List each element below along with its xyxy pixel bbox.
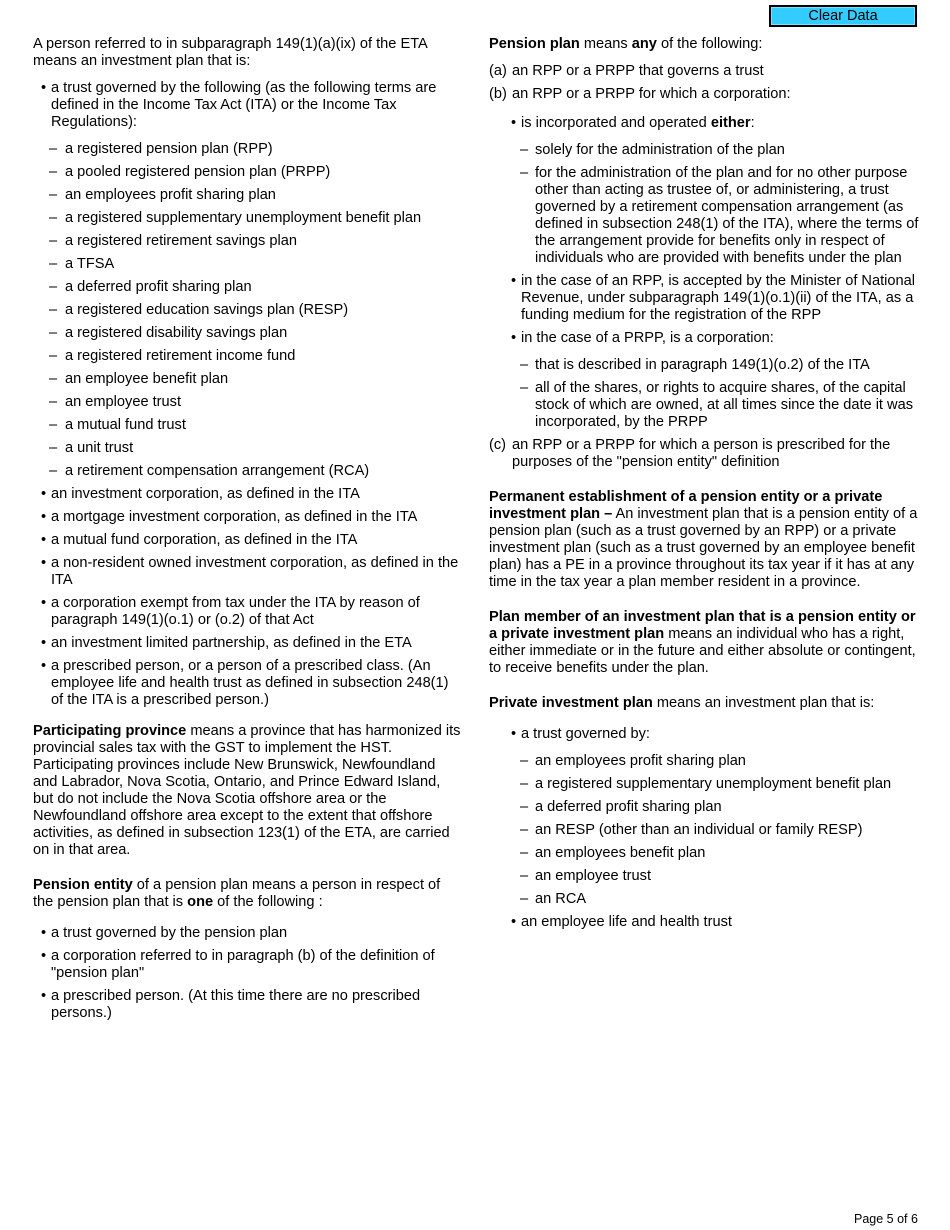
pension-entity-definition: Pension entity of a pension plan means a person in respect of the pension plan that is one of the following :	[33, 877, 441, 910]
list-item: – a registered retirement income fund	[33, 348, 463, 365]
list-item: – a registered education savings plan (RESP)	[33, 302, 463, 319]
list-item: • a prescribed person, or a person of a prescribed class. (An employee life and health trust as defined in subsection 248(1) of the ITA is a prescribed person.)	[33, 658, 463, 709]
other-items-list	[33, 486, 463, 709]
list-item: – an employee benefit plan	[33, 371, 463, 388]
list-item: – all of the shares, or rights to acquire shares, of the capital stock of which are owned, at all times since the date it was incorporated, by the PRPP	[489, 380, 921, 431]
list-item: – an employee trust	[489, 868, 921, 885]
list-item: – a TFSA	[33, 256, 463, 273]
list-item: – an employees profit sharing plan	[33, 187, 463, 204]
participating-province-definition: Participating province means a province that has harmonized its provincial sales tax with the GST to implement the HST. Participating provinces include New Brunswick, Newfoundland and Labrador, Nova Scotia, Ontario, and Prince Edward Island, but do not include the Nova Scotia offshore area or the Newfoundland offshore area except to the extent that offshore activities, as defined in subsection 123(1) of the ETA, are carried on in that area.	[33, 723, 461, 858]
list-item: • an employee life and health trust	[489, 914, 921, 931]
definition-term: Participating province	[33, 723, 187, 739]
list-item: • a trust governed by the pension plan	[33, 925, 463, 942]
list-item: • a mutual fund corporation, as defined in the ITA	[33, 532, 463, 549]
list-item: – a registered supplementary unemployment benefit plan	[33, 210, 463, 227]
list-item: • an investment limited partnership, as defined in the ETA	[33, 635, 463, 652]
page-number: Page 5 of 6	[854, 1212, 918, 1226]
list-item: – for the administration of the plan and for no other purpose other than acting as trustee of, or administering, a trust governed by a retirement compensation arrangement (as defined in subsection 248(1) of the ITA), where the terms of the arrangement provide for benefits only in respect of individuals who are provided with benefits under the plan	[489, 165, 921, 267]
list-item: – a registered supplementary unemployment benefit plan	[489, 776, 921, 793]
definition-term: Pension plan	[489, 36, 580, 52]
list-item: – a retirement compensation arrangement (RCA)	[33, 463, 463, 480]
pension-plan-definition: Pension plan means any of the following:	[489, 36, 763, 52]
private-investment-plan-definition: Private investment plan means an investment plan that is:	[489, 695, 875, 711]
list-item: – a registered retirement savings plan	[33, 233, 463, 250]
list-item: – an employee trust	[33, 394, 463, 411]
list-item: – that is described in paragraph 149(1)(o.2) of the ITA	[489, 357, 921, 374]
list-item: • a trust governed by:	[489, 726, 921, 743]
list-item: – an RESP (other than an individual or family RESP)	[489, 822, 921, 839]
definition-term: Pension entity	[33, 877, 133, 893]
definition-term: Private investment plan	[489, 695, 653, 711]
list-item: – a registered pension plan (RPP)	[33, 141, 463, 158]
list-item: – a mutual fund trust	[33, 417, 463, 434]
list-item: – a deferred profit sharing plan	[33, 279, 463, 296]
list-item: – solely for the administration of the plan	[489, 142, 921, 159]
definition-term: Permanent establishment of a pension entity or a private investment plan –	[489, 489, 883, 522]
item-a: (a) an RPP or a PRPP that governs a trust	[489, 63, 764, 79]
trust-subitem-list	[33, 141, 463, 480]
list-item: • is incorporated and operated either:	[489, 115, 921, 132]
list-item: – an employees profit sharing plan	[489, 753, 921, 770]
list-item: – a deferred profit sharing plan	[489, 799, 921, 816]
list-item: – an employees benefit plan	[489, 845, 921, 862]
list-item: • in the case of an RPP, is accepted by the Minister of National Revenue, under subparagraph 149(1)(o.1)(ii) of the ITA, as a funding medium for the registration of the RPP	[489, 273, 921, 324]
list-item: • an investment corporation, as defined in the ITA	[33, 486, 463, 503]
list-item: • a non-resident owned investment corporation, as defined in the ITA	[33, 555, 463, 589]
trust-bullet: • a trust governed by the following (as the following terms are defined in the Income Tax Act (ITA) or the Income Tax Regulations):	[33, 80, 463, 131]
list-item: • in the case of a PRPP, is a corporation:	[489, 330, 921, 347]
right-column	[489, 36, 921, 937]
item-b: (b) an RPP or a PRPP for which a corporation:	[489, 86, 791, 102]
list-item: – a unit trust	[33, 440, 463, 457]
left-column	[33, 36, 463, 1028]
definition-term: Plan member of an investment plan that is a pension entity or a private investment plan	[489, 609, 916, 642]
list-item: – a registered disability savings plan	[33, 325, 463, 342]
list-item: – an RCA	[489, 891, 921, 908]
item-c: (c) an RPP or a PRPP for which a person is prescribed for the purposes of the "pension entity" definition	[489, 437, 891, 470]
list-item: • a corporation exempt from tax under the ITA by reason of paragraph 149(1)(o.1) or (o.2) of that Act	[33, 595, 463, 629]
list-item: • a prescribed person. (At this time there are no prescribed persons.)	[33, 988, 463, 1022]
permanent-establishment-definition: Permanent establishment of a pension entity or a private investment plan – An investment plan that is a pension entity of a pension plan (such as a trust governed by an RPP) or a private investment plan (such as a trust governed by an employee benefit plan) has a PE in a province throughout its tax year if it has at any time in the tax year a plan member resident in a province.	[489, 489, 918, 590]
list-item: • a mortgage investment corporation, as defined in the ITA	[33, 509, 463, 526]
intro-paragraph: A person referred to in subparagraph 149(1)(a)(ix) of the ETA means an investment plan that is:	[33, 36, 427, 69]
clear-data-button[interactable]: Clear Data	[769, 5, 917, 27]
list-item: – a pooled registered pension plan (PRPP)	[33, 164, 463, 181]
list-item: • a corporation referred to in paragraph (b) of the definition of "pension plan"	[33, 948, 463, 982]
plan-member-definition: Plan member of an investment plan that is a pension entity or a private investment plan means an individual who has a right, either immediate or in the future and either absolute or contingent, to receive benefits under the plan.	[489, 609, 916, 676]
